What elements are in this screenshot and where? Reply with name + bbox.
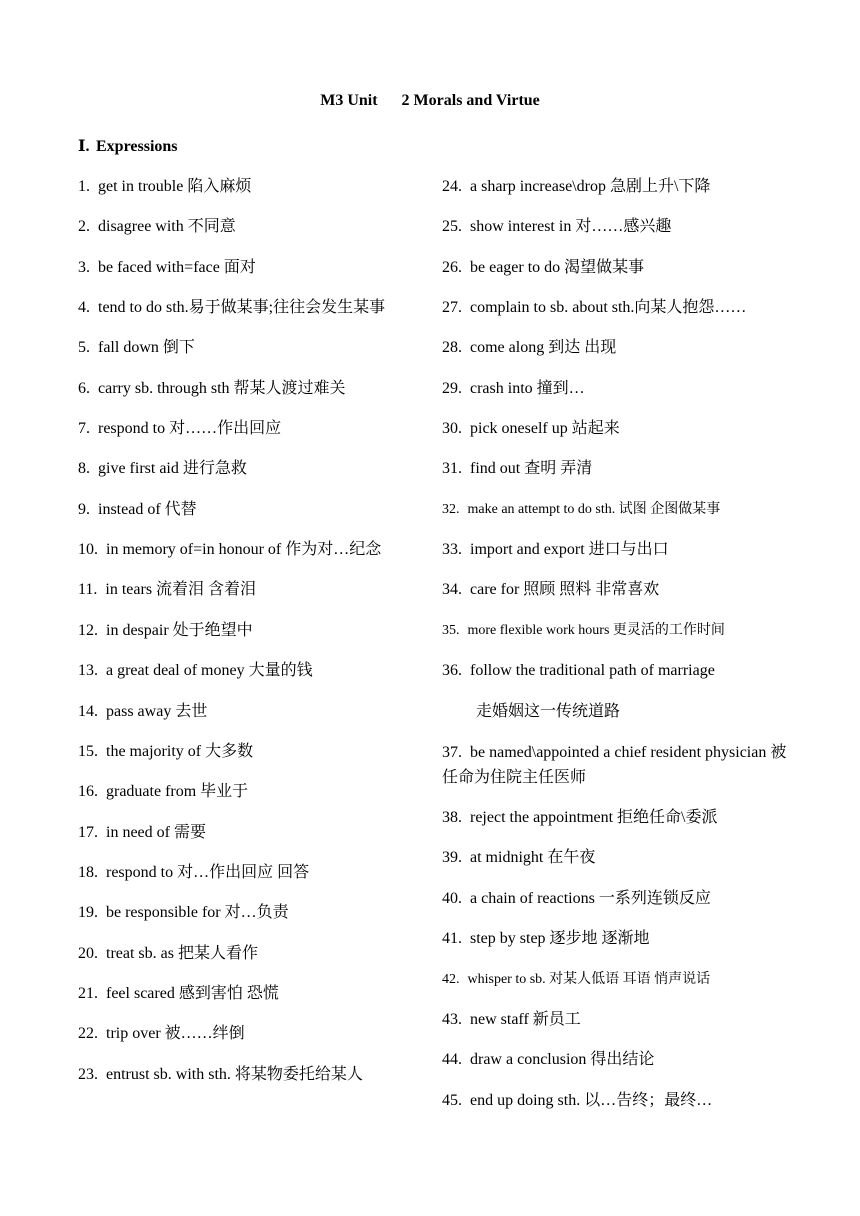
list-item: 42. whisper to sb. 对某人低语 耳语 悄声说话 [442, 972, 711, 987]
list-item: 43. new staff 新员工 [442, 1011, 581, 1028]
list-item: 36. follow the traditional path of marriage [442, 662, 715, 679]
list-item: 44. draw a conclusion 得出结论 [442, 1051, 655, 1068]
list-item: 27. complain to sb. about sth.向某人抱怨…… [442, 299, 747, 316]
list-item: 24. a sharp increase\drop 急剧上升\下降 [442, 178, 711, 195]
list-item: 20. treat sb. as 把某人看作 [78, 945, 258, 962]
list-item: 29. crash into 撞到… [442, 380, 585, 397]
list-item: 28. come along 到达 出现 [442, 339, 617, 356]
list-item: 18. respond to 对…作出回应 回答 [78, 864, 310, 881]
list-item: 31. find out 查明 弄清 [442, 460, 593, 477]
list-item: 10. in memory of=in honour of 作为对…纪念 [78, 541, 382, 558]
list-item: 21. feel scared 感到害怕 恐慌 [78, 985, 279, 1002]
list-item: 26. be eager to do 渴望做某事 [442, 259, 645, 276]
list-item: 12. in despair 处于绝望中 [78, 622, 253, 639]
list-item: 走婚姻这一传统道路 [476, 703, 621, 720]
list-item: 38. reject the appointment 拒绝任命\委派 [442, 809, 718, 826]
section-numeral: Ⅰ. [78, 138, 90, 155]
list-item: 41. step by step 逐步地 逐渐地 [442, 930, 650, 947]
list-item: 33. import and export 进口与出口 [442, 541, 669, 558]
section-heading [78, 136, 178, 156]
list-item: 8. give first aid 进行急救 [78, 460, 247, 477]
list-item: 4. tend to do sth.易于做某事;往往会发生某事 [78, 299, 386, 316]
list-item: 35. more flexible work hours 更灵活的工作时间 [442, 623, 725, 638]
list-item: 14. pass away 去世 [78, 703, 208, 720]
page-title: M3 Unit 2 Morals and Virtue [320, 92, 540, 109]
list-item: 39. at midnight 在午夜 [442, 849, 596, 866]
list-item: 22. trip over 被……绊倒 [78, 1025, 245, 1042]
list-item: 19. be responsible for 对…负责 [78, 904, 289, 921]
list-item: 25. show interest in 对……感兴趣 [442, 218, 672, 235]
list-item: 32. make an attempt to do sth. 试图 企图做某事 [442, 502, 721, 517]
list-item: 23. entrust sb. with sth. 将某物委托给某人 [78, 1066, 363, 1083]
list-item: 37. be named\appointed a chief resident physician 被任命为住院主任医师 [442, 744, 787, 786]
list-item: 11. in tears 流着泪 含着泪 [78, 581, 257, 598]
list-item: 9. instead of 代替 [78, 501, 197, 518]
section-label: Expressions [96, 138, 178, 155]
list-item: 6. carry sb. through sth 帮某人渡过难关 [78, 380, 346, 397]
list-item: 5. fall down 倒下 [78, 339, 195, 356]
list-item: 34. care for 照顾 照料 非常喜欢 [442, 581, 660, 598]
list-item: 2. disagree with 不同意 [78, 218, 236, 235]
list-item: 30. pick oneself up 站起来 [442, 420, 620, 437]
list-item: 3. be faced with=face 面对 [78, 259, 256, 276]
list-item: 40. a chain of reactions 一系列连锁反应 [442, 890, 711, 907]
list-item: 17. in need of 需要 [78, 824, 206, 841]
list-item: 13. a great deal of money 大量的钱 [78, 662, 313, 679]
list-item: 16. graduate from 毕业于 [78, 783, 249, 800]
list-item: 7. respond to 对……作出回应 [78, 420, 282, 437]
list-item: 45. end up doing sth. 以…告终；最终… [442, 1092, 713, 1109]
list-item: 1. get in trouble 陷入麻烦 [78, 178, 252, 195]
list-item: 15. the majority of 大多数 [78, 743, 254, 760]
